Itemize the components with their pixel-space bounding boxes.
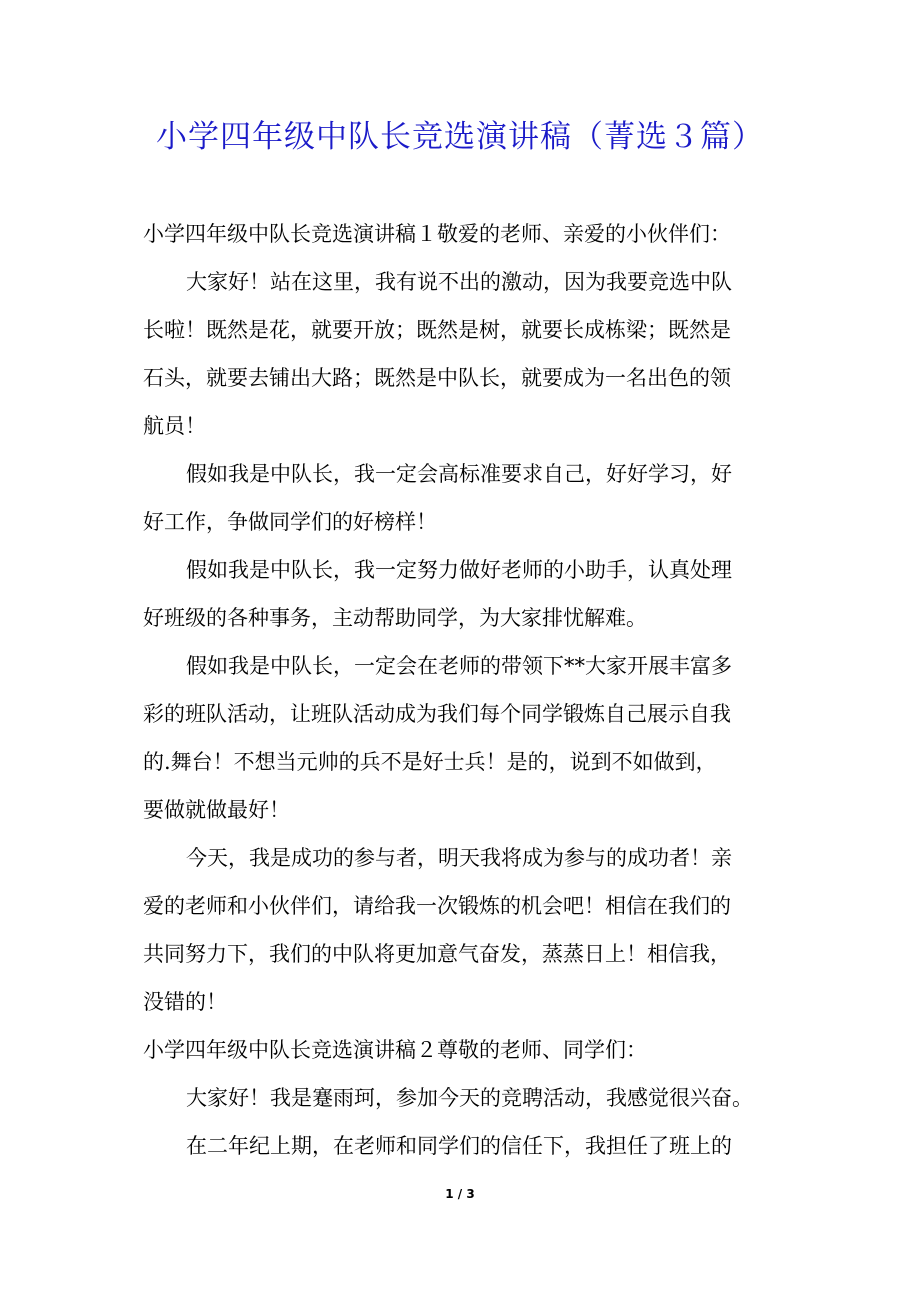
- body-line: 彩的班队活动，让班队活动成为我们每个同学锻炼自己展示自我: [143, 702, 731, 726]
- page-number: 1 / 3: [445, 1187, 475, 1201]
- body-line: 好工作，争做同学们的好榜样！: [143, 510, 437, 534]
- body-line: 假如我是中队长，我一定努力做好老师的小助手，认真处理: [186, 558, 732, 582]
- body-line: 航员！: [143, 414, 206, 438]
- body-line: 没错的！: [143, 990, 227, 1014]
- body-line: 好班级的各种事务，主动帮助同学，为大家排忧解难。: [143, 606, 647, 630]
- body-line: 假如我是中队长，一定会在老师的带领下**大家开展丰富多: [186, 654, 732, 678]
- body-line: 长啦！既然是花，就要开放；既然是树，就要长成栋梁；既然是: [143, 318, 731, 342]
- body-line: 假如我是中队长，我一定会高标准要求自己，好好学习，好: [186, 462, 732, 486]
- body-line: 的.舞台！不想当元帅的兵不是好士兵！是的，说到不如做到，: [143, 750, 717, 774]
- body-line: 大家好！我是蹇雨珂，参加今天的竞聘活动，我感觉很兴奋。: [186, 1086, 753, 1110]
- body-line: 爱的老师和小伙伴们，请给我一次锻炼的机会吧！相信在我们的: [143, 894, 731, 918]
- document-body: [143, 210, 783, 1170]
- body-line: 今天，我是成功的参与者，明天我将成为参与的成功者！亲: [186, 846, 732, 870]
- section-heading-line: 小学四年级中队长竞选演讲稿２尊敬的老师、同学们：: [143, 1038, 647, 1062]
- body-line: 要做就做最好！: [143, 798, 290, 822]
- body-line: 共同努力下，我们的中队将更加意气奋发，蒸蒸日上！相信我，: [143, 942, 731, 966]
- body-line: 大家好！站在这里，我有说不出的激动，因为我要竞选中队: [186, 270, 732, 294]
- body-line: 小学四年级中队长竞选演讲稿１敬爱的老师、亲爱的小伙伴们：: [143, 222, 731, 246]
- body-line: 在二年纪上期，在老师和同学们的信任下，我担任了班上的: [186, 1134, 732, 1158]
- document-title: 小学四年级中队长竞选演讲稿（菁选３篇）: [156, 119, 764, 155]
- body-line: 石头，就要去铺出大路；既然是中队长，就要成为一名出色的领: [143, 366, 731, 390]
